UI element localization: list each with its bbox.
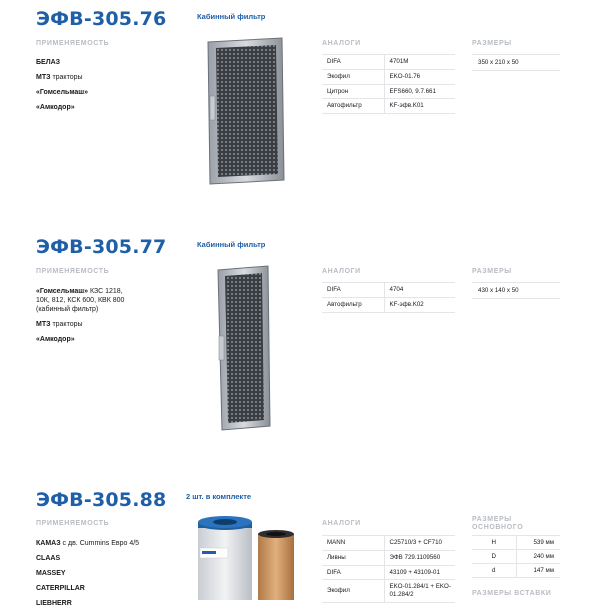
table-row: H 539 мм <box>472 536 560 550</box>
product-subtitle: Кабинный фильтр <box>197 240 266 249</box>
applicability-item: MASSEY <box>36 570 66 578</box>
product-code: ЭФВ-305.88 <box>36 489 167 511</box>
table-row: MANN C25710/3 + CF710 <box>322 536 455 551</box>
applicability-list <box>36 58 186 118</box>
analogs-table <box>322 282 455 313</box>
table-row: DIFA 43109 + 43109-01 <box>322 565 455 580</box>
product-card <box>0 0 600 228</box>
product-card <box>0 480 600 608</box>
sizes-header: РАЗМЕРЫ <box>472 40 512 47</box>
applicability-item: «Гомсельмаш» КЗС 1218, 10К, 812, КСК 600, КВК 800 (кабинный фильтр) <box>36 288 125 314</box>
table-row: Ливны ЭФВ 729.1109560 <box>322 550 455 565</box>
cabin-filter-image <box>210 264 274 432</box>
applicability-item: CLAAS <box>36 555 61 563</box>
air-filter-set-image <box>196 514 300 600</box>
applicability-item: LIEBHERR <box>36 600 72 608</box>
insert-sizes-header: РАЗМЕРЫ ВСТАВКИ <box>472 590 552 597</box>
applicability-item: CATERPILLAR <box>36 585 85 593</box>
applicability-header: ПРИМЕНЯЕМОСТЬ <box>36 268 110 275</box>
sizes-value: 350 x 210 x 50 <box>472 54 560 71</box>
table-row: Автофильтр KF-эфв.K01 <box>322 99 455 114</box>
sizes-value: 430 x 140 x 50 <box>472 282 560 299</box>
product-code: ЭФВ-305.77 <box>36 236 167 258</box>
dimensions-table <box>472 535 560 578</box>
cabin-filter-image <box>200 36 290 186</box>
product-subtitle: 2 шт. в комплекте <box>186 492 252 501</box>
sizes-header: РАЗМЕРЫ <box>472 268 512 275</box>
applicability-item: МТЗ тракторы <box>36 74 83 82</box>
analogs-header: АНАЛОГИ <box>322 268 361 275</box>
applicability-item: БЕЛАЗ <box>36 59 61 66</box>
applicability-list <box>36 287 136 350</box>
product-card <box>0 228 600 480</box>
applicability-list <box>36 539 186 614</box>
table-row: Экофил EKO-01.76 <box>322 69 455 84</box>
table-row: DIFA 4701M <box>322 55 455 70</box>
applicability-item: «Амкодор» <box>36 336 75 344</box>
table-row: Автофильтр KF-эфв.K02 <box>322 297 455 312</box>
analogs-header: АНАЛОГИ <box>322 40 361 47</box>
analogs-table <box>322 54 455 114</box>
product-code: ЭФВ-305.76 <box>36 8 167 30</box>
table-row: Цитрон EFS660, 9.7.661 <box>322 84 455 99</box>
table-row: D 240 мм <box>472 550 560 564</box>
table-row: DIFA 4704 <box>322 283 455 298</box>
applicability-item: «Амкодор» <box>36 104 75 112</box>
table-row: Экофил EKO-01.284/1 + EKO-01.284/2 <box>322 580 455 603</box>
product-subtitle: Кабинный фильтр <box>197 12 266 21</box>
main-sizes-header: РАЗМЕРЫ ОСНОВНОГО <box>472 516 524 532</box>
applicability-item: КАМАЗ с дв. Cummins Евро 4/5 <box>36 540 140 547</box>
applicability-item: «Гомсельмаш» <box>36 89 89 97</box>
analogs-table <box>322 535 455 603</box>
table-row: d 147 мм <box>472 564 560 578</box>
applicability-header: ПРИМЕНЯЕМОСТЬ <box>36 40 110 47</box>
applicability-item: МТЗ тракторы <box>36 321 83 329</box>
analogs-header: АНАЛОГИ <box>322 520 361 527</box>
applicability-header: ПРИМЕНЯЕМОСТЬ <box>36 520 110 527</box>
